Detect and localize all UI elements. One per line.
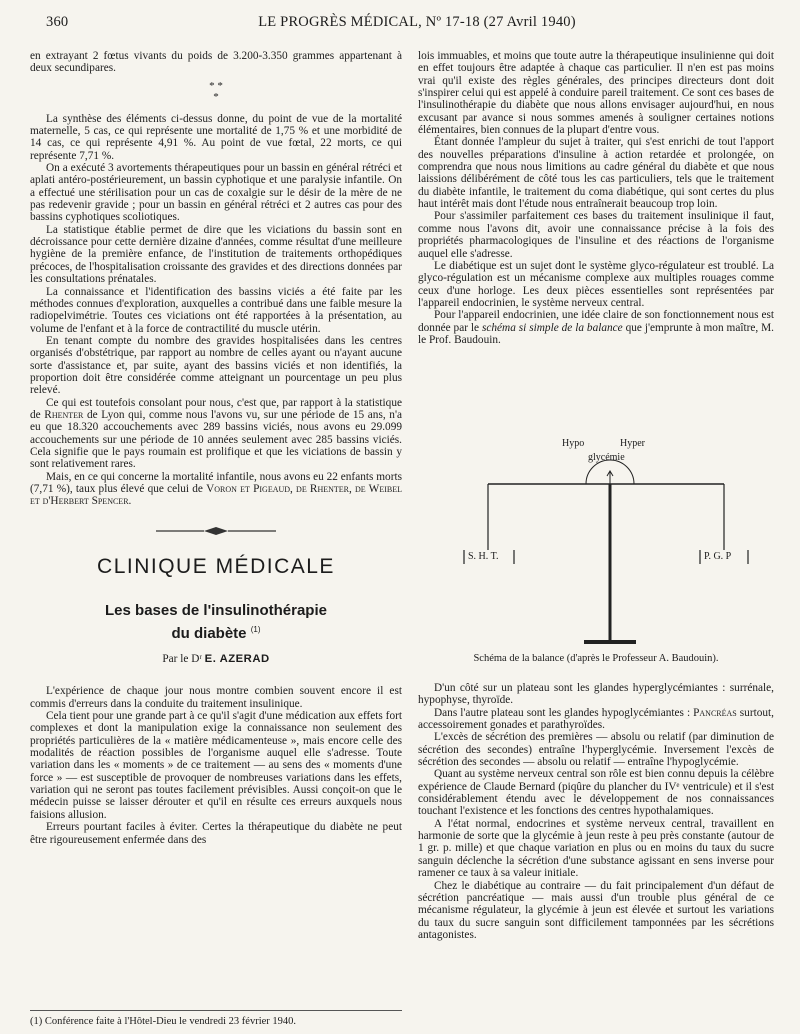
paragraph: Cela tient pour une grande part à ce qu'il s'agit d'une médication aux effets fort complexes et dont la manipulation exige la connaissance non seulement des propriétés particulières de la « matière médicamenteuse », mais encore celle des modalités de réaction possibles de l'organisme auquel elle s'adresse. Toute variation dans les « moments » de ce traitement — au sens des « moments d'une force » — est susceptible de provoquer de nombreuses variations dans les effets, variation qui ne seront pas toutes facilement prévisibles. Aussi conçoit-on que le médecin puisse se laisser dérouter et qu'il en résulte ces erreurs auxquels nous faisions allusion. [30,710,402,821]
paragraph: Étant donnée l'ampleur du sujet à traiter, qui s'est enrichi de tout l'apport des nouvelles préparations d'insuline à action retardée et prolongée, on comprendra que nous nous limitions au cadre général du diabète et que nous laissions délibérément de côté tous les cas particuliers, tels que le traitement du diabète infantile, le traitement du coma diabétique, qui sont certes du plus haut intérêt mais dont l'étude nous entraînerait beaucoup trop loin. [418,136,774,211]
journal-title: LE PROGRÈS MÉDICAL, Nº 17-18 (27 Avril 1940) [258,14,576,30]
author-name: E. AZERAD [204,653,270,666]
paragraph: Chez le diabétique au contraire — du fait principalement d'un défaut de sécrétion pancréatique — mais aussi d'un trouble plus général de ce mécanisme régulateur, la glycémie à jeun est élevée et surtout les variations du taux du sucre sanguin sont difficilement tamponnées par les sécrétions antagonistes. [418,879,774,941]
paragraph: La statistique établie permet de dire que les viciations du bassin sont en décroissance pour cette dernière dizaine d'années, comme résultat d'une meilleure hygiène de la première enfance, de l'institution de traitements orthopédiques précoces, de l'hospitalisation croissante des gravides et des directions données par les consultations prénatales. [30,223,402,286]
paragraph: lois immuables, et moins que toute autre la thérapeutique insulinienne qui doit en effet toujours être adaptée à chaque cas particulier. Il n'en est pas moins vrai qu'il existe des règles générales, des principes directeurs dont doit s'inspirer celui qui est appelé à conduire pareil traitement. Ce sont ces bases de l'insulinothérapie du diabète que nous allons envisager aujourd'hui, en nous excusant par avance si nous sommes amenés à souligner certaines notions élémentaires, bien connues de la plupart d'entre vous. [418,50,774,137]
asterism-separator: * * * [209,79,223,103]
left-column [30,50,402,846]
hypo-label: Hypo [562,438,585,449]
left-pan-label: S. H. T. [468,551,499,562]
paragraph: Le diabétique est un sujet dont le système glyco-régulateur est troublé. La glyco-régulation est un mécanisme complexe aux multiples rouages comme ceux d'une horloge. Les deux pièces essentielles sont représentées par l'appareil endocrinien, le système nerveux central. [418,259,774,309]
article-title: Les bases de l'insulinothérapie du diabète $^{(1)}$ [105,602,327,643]
paragraph: Ce qui est toutefois consolant pour nous, c'est que, par rapport à la statistique de Rhenter de Lyon qui, comme nous l'avons vu, sur une période de 15 ans, n'a eu que 18.320 accouchements avec 289 bassins viciés, nous avons eu 29.099 accouchements sur une période de 10 années seulement avec 285 bassins viciés. Cela signifie que le pays roumain est prolifique et que les viciations de bassin y sont relativement rares. [30,396,402,471]
paragraph: Quant au système nerveux central son rôle est bien connu depuis la célèbre expérience de Claude Bernard (piqûre du plancher du IVᵉ ventricule) et il s'est considérablement étendu avec le développement de nos connaissances touchant l'existence et les fonctions des centres hypothalamiques. [418,768,774,818]
paragraph: L'excès de sécrétion des premières — absolu ou relatif (par diminution de sécrétion des secondes) entraîne l'hyperglycémie. Inversement l'excès de sécrétion des secondes — absolu ou relatif — entraîne l'hypoglycémie. [418,731,774,769]
paragraph: Erreurs pourtant faciles à éviter. Certes la thérapeutique du diabète ne peut être rigoureusement enfermée dans des [30,821,402,846]
right-column-bottom [418,682,774,941]
byline: Par le Dʳ E. AZERAD [162,653,270,666]
paragraph: La connaissance et l'identification des bassins viciés a été faite par les méthodes connues d'exploration, auxquelles a contribué dans une faible mesure la radiopelvimétrie. Toutes ces viciations ont été rapportées à la présentation, au volume de l'enfant et à la force de contractilité du muscle utérin. [30,285,402,335]
footnote-rule [30,1010,402,1011]
paragraph: D'un côté sur un plateau sont les glandes hyperglycémiantes : surrénale, hypophyse, thyroïde. [418,682,774,707]
paragraph: Pour l'appareil endocrinien, une idée claire de son fonctionnement nous est donnée par le schéma si simple de la balance que j'emprunte à mon maître, M. le Prof. Baudouin. [418,309,774,346]
ornament-divider [30,526,402,539]
paragraph: Dans l'autre plateau sont les glandes hypoglycémiantes : Pancréas surtout, accessoirement gonades et parathyroïdes. [418,706,774,732]
paragraph: On a exécuté 3 avortements thérapeutiques pour un bassin en général rétréci et aplati antéro-postérieurement, un bassin cyphotique et une paralysie infantile. On a effectué une stérilisation pour un cas de coxalgie sur le désir de la mère de ne pas redevenir gravide ; pour un bassin en général rétréci et 2 autres cas pour des bassins cyphotiques scoliotiques. [30,162,402,224]
paragraph: Pour s'assimiler parfaitement ces bases du traitement insulinique il faut, comme nous l'avons dit, avoir une connaissance précise à la fois des propriétés pharmacologiques de l'insuline et des réactions de l'organisme auquel elle s'adresse. [418,210,774,260]
section-title: CLINIQUE MÉDICALE [97,555,335,579]
paragraph: En tenant compte du nombre des gravides hospitalisées dans les centres organisés d'obstétrique, par rapport au nombre de celles ayant ou n'ayant aucune sorte d'assistance et, par suite, ayant des bassins viciés et non identifiés, la proportion doit être considérée comme atteignant un pourcentage un peu plus relevé. [30,334,402,397]
paragraph: L'expérience de chaque jour nous montre combien souvent encore il est commis d'erreurs dans la conduite du traitement insulinique. [30,685,402,710]
page-header [46,14,758,36]
paragraph: Mais, en ce qui concerne la mortalité infantile, nous avons eu 22 enfants morts (7,71 %), taux plus élevé que celui de Voron et Pigeaud, de Rhenter, de Weibel et d'Herbert Spencer. [30,470,402,508]
hyper-label: Hyper [620,438,645,449]
paragraph: A l'état normal, endocrines et système nerveux central, travaillent en harmonie de sorte que la glycémie à jeun reste à peu près constante (autour de 1 gr. p. mille) et que chaque variation en plus ou en moins du taux du sucre sanguin déclenche la sécrétion d'une substance agissant en sens inverse pour ramener ce taux à sa valeur initiale. [418,817,774,880]
glycemie-label: glycémie [588,452,625,463]
paragraph: La synthèse des éléments ci-dessus donne, du point de vue de la mortalité maternelle, 5 cas, ce qui représente une mortalité de 1,75 % et une morbidité de 14 cas, ce qui représente 4,91 %. Au point de vue fœtal, 22 morts, ce qui représente 7,71 %. [30,112,402,162]
footnote: (1) Conférence faite à l'Hôtel-Dieu le vendredi 23 février 1940. [30,1016,297,1027]
balance-drawing [448,432,768,652]
page-number: 360 [46,14,69,30]
figure-caption: Schéma de la balance (d'après le Professeur A. Baudouin). [473,653,719,664]
right-pan-label: P. G. P [704,551,732,562]
right-column-top [418,50,774,346]
balance-diagram [448,432,768,672]
paragraph: en extrayant 2 fœtus vivants du poids de 3.200-3.350 grammes appartenant à deux secundipares. [30,50,402,75]
